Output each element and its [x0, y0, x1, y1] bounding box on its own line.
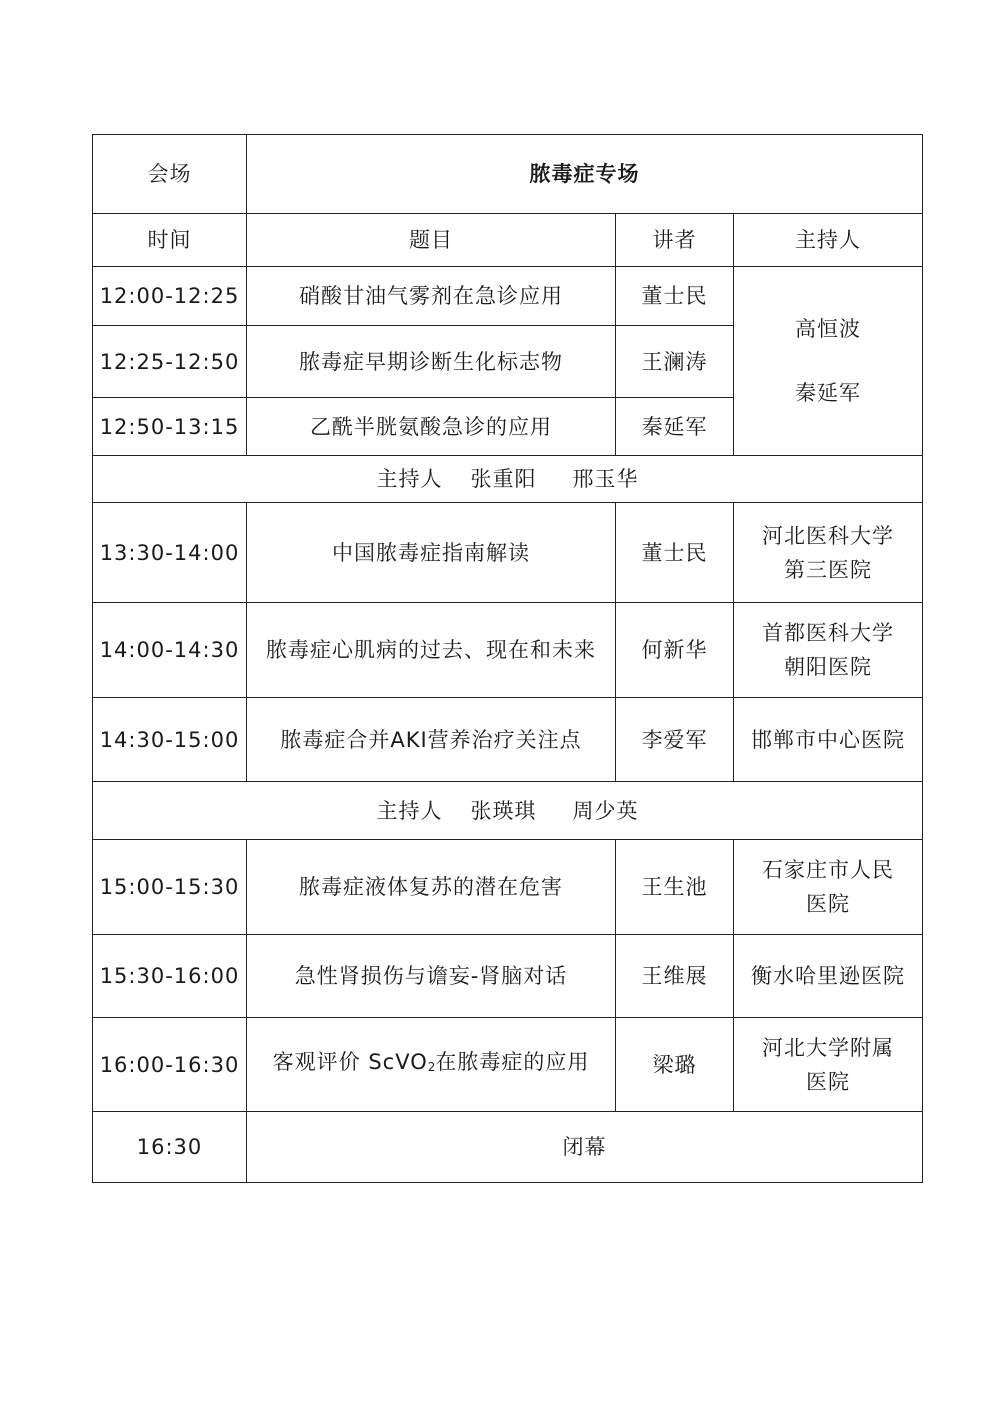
org-line: 医院 — [806, 1069, 851, 1094]
org-cell — [734, 503, 923, 603]
topic-cell: 乙酰半胱氨酸急诊的应用 — [247, 398, 616, 456]
time-cell: 15:30-16:00 — [93, 935, 247, 1018]
chair-name: 邢玉华 — [572, 467, 639, 491]
col-time-header: 时间 — [93, 214, 247, 267]
org-line: 首都医科大学 — [762, 621, 895, 645]
column-header-row — [93, 214, 923, 267]
time-cell: 12:00-12:25 — [93, 267, 247, 326]
chair-row — [93, 782, 923, 840]
venue-title: 脓毒症专场 — [247, 135, 923, 214]
closing-time: 16:30 — [93, 1112, 247, 1183]
host-name: 秦延军 — [795, 381, 862, 405]
closing-row — [93, 1112, 923, 1183]
table-row — [93, 1018, 923, 1112]
table-row — [93, 840, 923, 935]
speaker-cell: 李爱军 — [616, 698, 734, 782]
topic-cell: 硝酸甘油气雾剂在急诊应用 — [247, 267, 616, 326]
session1-hosts-cell — [734, 267, 923, 456]
venue-row — [93, 135, 923, 214]
chair-name: 张重阳 — [470, 467, 537, 491]
org-line: 石家庄市人民 — [762, 858, 895, 882]
speaker-cell: 王澜涛 — [616, 326, 734, 398]
table-row — [93, 698, 923, 782]
host-name: 高恒波 — [795, 317, 862, 341]
org-cell — [734, 1018, 923, 1112]
chair-cell — [93, 782, 923, 840]
topic-cell: 急性肾损伤与谵妄-肾脑对话 — [247, 935, 616, 1018]
col-topic-header: 题目 — [247, 214, 616, 267]
org-cell: 邯郸市中心医院 — [734, 698, 923, 782]
chair-label: 主持人 — [376, 798, 443, 823]
schedule-table — [92, 134, 923, 1183]
time-cell: 14:30-15:00 — [93, 698, 247, 782]
chair-name: 张瑛琪 — [470, 798, 537, 823]
org-line: 河北医科大学 — [762, 523, 895, 548]
topic-cell: 脓毒症早期诊断生化标志物 — [247, 326, 616, 398]
table-row — [93, 503, 923, 603]
org-line: 医院 — [806, 892, 851, 916]
chair-row — [93, 456, 923, 503]
speaker-cell: 秦延军 — [616, 398, 734, 456]
speaker-cell: 梁璐 — [616, 1018, 734, 1112]
time-cell: 13:30-14:00 — [93, 503, 247, 603]
time-cell: 12:50-13:15 — [93, 398, 247, 456]
topic-cell — [247, 1018, 616, 1112]
speaker-cell: 王维展 — [616, 935, 734, 1018]
speaker-cell: 董士民 — [616, 267, 734, 326]
col-host-header: 主持人 — [734, 214, 923, 267]
org-line: 第三医院 — [784, 557, 873, 582]
topic-subscript: 2 — [427, 1060, 436, 1074]
time-cell: 16:00-16:30 — [93, 1018, 247, 1112]
chair-cell — [93, 456, 923, 503]
time-cell: 12:25-12:50 — [93, 326, 247, 398]
speaker-cell: 王生池 — [616, 840, 734, 935]
topic-cell: 脓毒症心肌病的过去、现在和未来 — [247, 603, 616, 698]
time-cell: 15:00-15:30 — [93, 840, 247, 935]
org-line: 朝阳医院 — [784, 655, 873, 679]
table-row — [93, 935, 923, 1018]
table-row — [93, 603, 923, 698]
speaker-cell: 何新华 — [616, 603, 734, 698]
topic-text-before: 客观评价 ScVO — [272, 1050, 428, 1074]
chair-name: 周少英 — [572, 798, 639, 823]
topic-text-after: 在脓毒症的应用 — [435, 1050, 590, 1074]
org-cell: 衡水哈里逊医院 — [734, 935, 923, 1018]
topic-cell: 脓毒症液体复苏的潜在危害 — [247, 840, 616, 935]
org-line: 河北大学附属 — [762, 1035, 895, 1060]
table-row — [93, 267, 923, 326]
closing-label: 闭幕 — [247, 1112, 923, 1183]
topic-cell: 中国脓毒症指南解读 — [247, 503, 616, 603]
time-cell: 14:00-14:30 — [93, 603, 247, 698]
topic-cell: 脓毒症合并AKI营养治疗关注点 — [247, 698, 616, 782]
venue-label: 会场 — [93, 135, 247, 214]
chair-label: 主持人 — [376, 467, 443, 491]
speaker-cell: 董士民 — [616, 503, 734, 603]
col-speaker-header: 讲者 — [616, 214, 734, 267]
org-cell — [734, 603, 923, 698]
org-cell — [734, 840, 923, 935]
